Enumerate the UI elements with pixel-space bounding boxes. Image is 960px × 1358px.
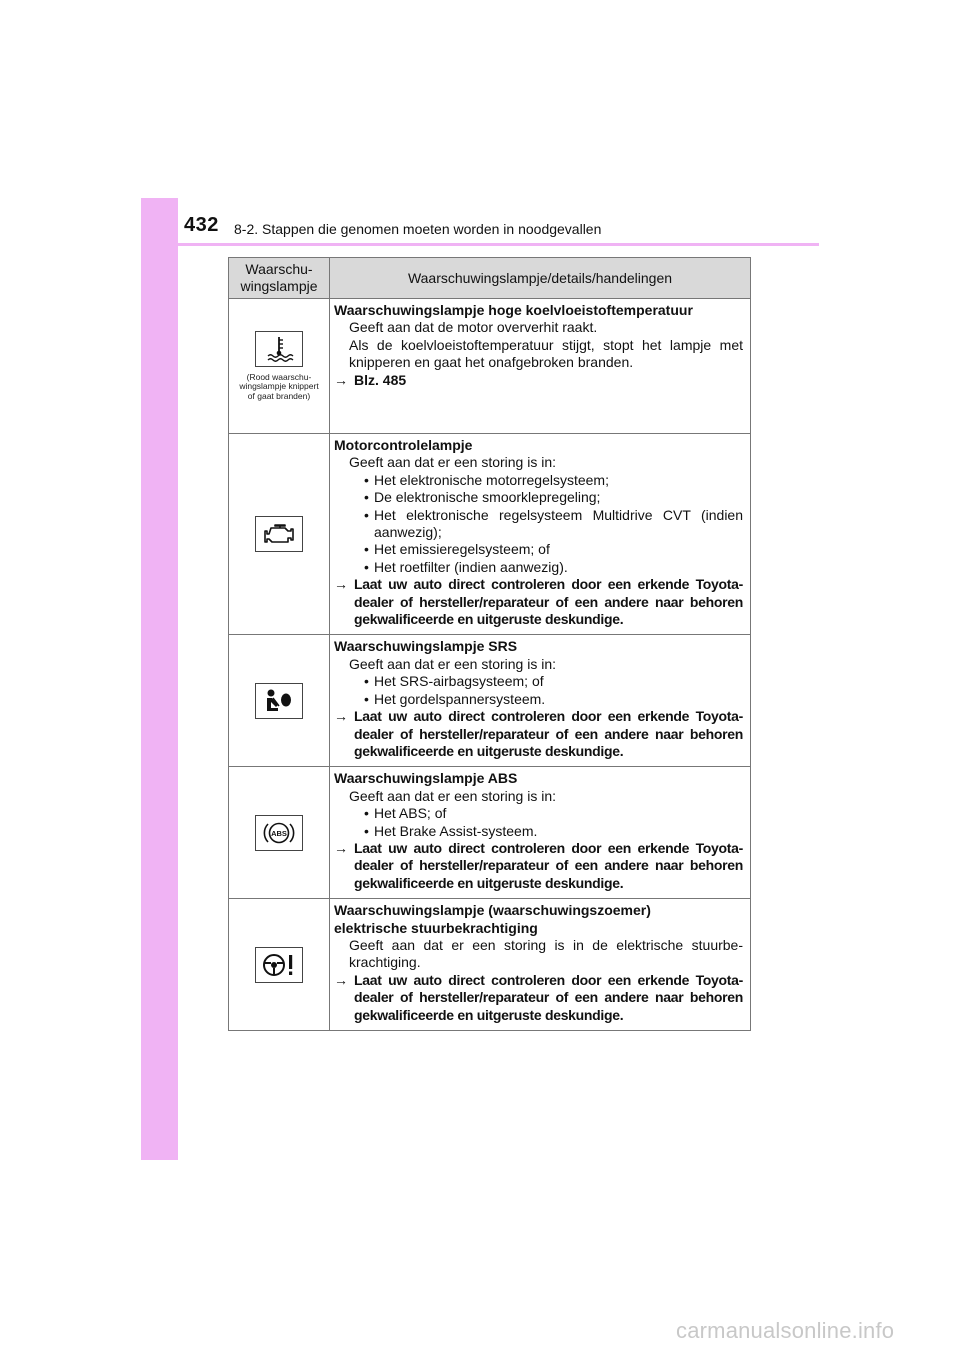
col-header-lamp: Waarschu- wingslampje xyxy=(229,258,330,299)
table-row xyxy=(229,635,751,767)
details-cell xyxy=(330,434,751,635)
entry-title: elektrische stuurbekrachtiging xyxy=(334,919,538,936)
col-header-details: Waarschuwingslampje/details/handelingen xyxy=(330,258,751,299)
table-row xyxy=(229,767,751,899)
action-instruction xyxy=(334,972,743,1024)
icon-cell xyxy=(229,299,330,434)
bullet-icon: • xyxy=(364,558,369,575)
bullet-icon: • xyxy=(364,489,369,506)
icon-cell xyxy=(229,899,330,1031)
abs-icon-text: ABS xyxy=(271,828,287,838)
warning-lights-table xyxy=(228,257,751,1031)
action-instruction xyxy=(334,840,743,892)
entry-description: Als de koelvloeistoftemperatuur stijgt, stopt het lampje met knipperen en gaat het onafgebroken branden. xyxy=(349,336,743,371)
list-item: • Het elektronische motorregelsysteem; xyxy=(364,471,609,488)
entry-description: Geeft aan dat de motor oververhit raakt. xyxy=(349,319,598,336)
bullet-icon: • xyxy=(364,805,369,822)
action-instruction xyxy=(334,576,743,628)
entry-title: Waarschuwingslampje SRS xyxy=(334,638,518,655)
icon-caption: (Rood waarschu- wingslampje knippert of gaat branden) xyxy=(239,371,319,401)
coolant-temperature-icon xyxy=(255,331,303,367)
page-number: 432 xyxy=(184,214,219,236)
bullet-icon: • xyxy=(364,506,369,523)
icon-cell xyxy=(229,767,330,899)
action-text: Laat uw auto direct controleren door een erkende Toyota-dealer of hersteller/reparateur of een andere naar behoren gekwalificeerde en uitgeruste deskundige. xyxy=(354,971,743,1023)
reference-text: Blz. 485 xyxy=(354,371,407,388)
icon-cell xyxy=(229,635,330,767)
entry-title: Motorcontrolelampje xyxy=(334,437,473,453)
details-cell xyxy=(330,899,751,1031)
entry-description: Geeft aan dat er een storing is in: xyxy=(349,655,557,672)
entry-description: Geeft aan dat er een storing is in: xyxy=(349,454,557,471)
arrow-right-icon: → xyxy=(334,839,348,856)
entry-description: Geeft aan dat er een storing is in de elektrische stuurbe-krachtiging. xyxy=(349,936,743,971)
table-header-row xyxy=(229,258,751,299)
watermark: carmanualsonline.info xyxy=(676,1318,895,1343)
details-cell xyxy=(330,635,751,767)
bullet-icon: • xyxy=(364,471,369,488)
page-reference xyxy=(334,372,743,389)
table-row xyxy=(229,299,751,434)
bullet-icon: • xyxy=(364,673,369,690)
action-instruction xyxy=(334,708,743,760)
list-item-continuation: aanwezig); xyxy=(374,524,442,541)
action-text: Laat uw auto direct controleren door een erkende Toyota-dealer of hersteller/reparateur of een andere naar behoren gekwalificeerde en uitgeruste deskundige. xyxy=(354,576,743,628)
srs-airbag-icon xyxy=(255,683,303,719)
table-row xyxy=(229,434,751,635)
arrow-right-icon: → xyxy=(334,371,348,388)
engine-check-icon xyxy=(255,516,303,552)
arrow-right-icon: → xyxy=(334,576,348,593)
action-text: Laat uw auto direct controleren door een erkende Toyota-dealer of hersteller/reparateur of een andere naar behoren gekwalificeerde en uitgeruste deskundige. xyxy=(354,708,743,759)
bullet-icon: • xyxy=(364,541,369,558)
arrow-right-icon: → xyxy=(334,971,348,988)
icon-cell xyxy=(229,434,330,635)
list-item: • Het roetfilter (indien aanwezig). xyxy=(364,558,568,575)
list-item: • Het gordelspannersysteem. xyxy=(364,690,546,707)
list-item: • De elektronische smoorklepregeling; xyxy=(364,489,601,506)
list-item: • Het SRS-airbagsysteem; of xyxy=(364,673,544,690)
table-row xyxy=(229,899,751,1031)
list-item: • Het Brake Assist-systeem. xyxy=(364,822,538,839)
action-text: Laat uw auto direct controleren door een erkende Toyota-dealer of hersteller/reparateur of een andere naar behoren gekwalificeerde en uitgeruste deskundige. xyxy=(354,839,743,891)
power-steering-warning-icon xyxy=(255,947,303,983)
details-cell xyxy=(330,299,751,434)
entry-title: Waarschuwingslampje (waarschuwingszoemer) xyxy=(334,902,651,919)
section-title: 8-2. Stappen die genomen moeten worden in noodgevallen xyxy=(234,221,602,237)
bullet-icon: • xyxy=(364,690,369,707)
entry-title: Waarschuwingslampje ABS xyxy=(334,770,518,787)
bullet-icon: • xyxy=(364,822,369,839)
details-cell xyxy=(330,767,751,899)
arrow-right-icon: → xyxy=(334,708,348,725)
entry-title: Waarschuwingslampje hoge koelvloeistoftemperatuur xyxy=(334,302,693,318)
section-sidebar-tab xyxy=(141,198,178,1160)
entry-description: Geeft aan dat er een storing is in: xyxy=(349,787,557,804)
list-item: • Het ABS; of xyxy=(364,805,447,822)
list-item: • Het emissieregelsysteem; of xyxy=(364,541,550,558)
header-rule xyxy=(141,243,819,246)
list-item: • Het elektronische regelsysteem Multidrive CVT (indien xyxy=(364,506,743,523)
abs-icon xyxy=(255,815,303,851)
